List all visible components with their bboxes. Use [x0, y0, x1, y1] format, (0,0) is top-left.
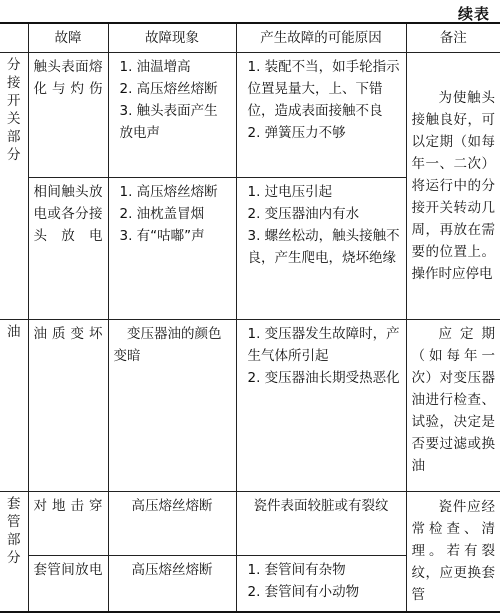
list-item: 3. 有“咕嘟”声 — [119, 228, 205, 244]
list-item: 1. 套管间有杂物 — [247, 562, 346, 578]
header-note: 备注 — [406, 23, 500, 53]
phenomenon-cell — [108, 53, 236, 178]
cause-cell — [236, 178, 406, 320]
fault-table — [0, 22, 500, 613]
list-item: 2. 变压器油长期受热恶化 — [247, 370, 400, 386]
cause-cell — [236, 320, 406, 492]
phenomenon-cell: 变压器油的颜色变暗 — [108, 320, 236, 492]
list-item: 2. 高压熔丝熔断 — [119, 81, 218, 97]
section-bushing-title: 套 管 部 分 — [0, 492, 28, 612]
list-item: 2. 弹簧压力不够 — [247, 125, 346, 141]
list-item: 3. 螺丝松动，触头接触不良，产生爬电，烧坏绝缘 — [247, 228, 400, 266]
list-item: 2. 套管间有小动物 — [247, 584, 360, 600]
fault-cell: 对地击穿 — [28, 492, 108, 556]
list-item: 3. 触头表面产生放电声 — [119, 103, 218, 141]
header-phenomenon: 故障现象 — [108, 23, 236, 53]
list-item: 1. 过电压引起 — [247, 184, 333, 200]
table-row — [0, 492, 500, 556]
list-item: 1. 变压器发生故障时，产生气体所引起 — [247, 326, 400, 364]
note-cell: 瓷件应经常检查、清理。若有裂纹，应更换套管 — [406, 492, 500, 612]
cause-cell: 瓷件表面较脏或有裂纹 — [236, 492, 406, 556]
continued-label: 续表 — [457, 5, 490, 23]
list-item: 1. 装配不当，如手轮指示位置晃量大，上、下错位，造成表面接触不良 — [247, 59, 400, 119]
section-switch-title: 分 接 开 关 部 分 — [0, 53, 28, 320]
list-item: 2. 油枕盖冒烟 — [119, 206, 205, 222]
phenomenon-cell: 高压熔丝熔断 — [108, 492, 236, 556]
fault-cell: 套管间放电 — [28, 556, 108, 612]
phenomenon-cell: 高压熔丝熔断 — [108, 556, 236, 612]
fault-cell: 相间触头放电或各分接头放电 — [28, 178, 108, 320]
table-row — [0, 320, 500, 492]
header-fault: 故障 — [28, 23, 108, 53]
fault-cell: 触头表面熔化与灼伤 — [28, 53, 108, 178]
header-row — [0, 23, 500, 53]
list-item: 2. 变压器油内有水 — [247, 206, 360, 222]
list-item: 1. 高压熔丝熔断 — [119, 184, 218, 200]
header-part — [0, 23, 28, 53]
list-item: 1. 油温增高 — [119, 59, 191, 75]
section-oil-title: 油 — [0, 320, 28, 492]
table-row — [0, 53, 500, 178]
header-cause: 产生故障的可能原因 — [236, 23, 406, 53]
note-cell: 为使触头接触良好，可以定期（如每年一、二次）将运行中的分接开关转动几周，再放在需要的位置上。操作时应停电 — [406, 53, 500, 320]
cause-cell — [236, 556, 406, 612]
cause-cell — [236, 53, 406, 178]
phenomenon-cell — [108, 178, 236, 320]
fault-cell: 油质变坏 — [28, 320, 108, 492]
note-cell: 应定期（如每年一次）对变压器油进行检查、试验，决定是否要过滤或换油 — [406, 320, 500, 492]
